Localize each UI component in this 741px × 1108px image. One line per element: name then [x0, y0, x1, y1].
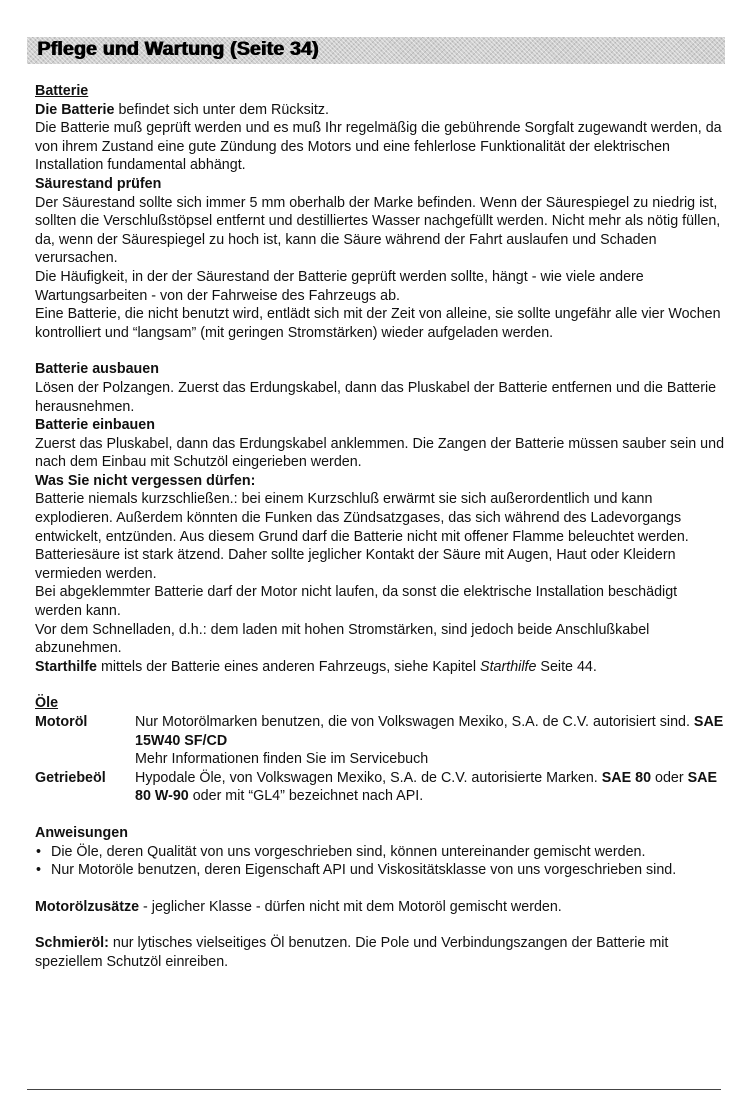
battery-intro-rest: befindet sich unter dem Rücksitz. [114, 101, 330, 118]
battery-intro-bold: Die Batterie [35, 101, 115, 118]
spacer [35, 342, 727, 360]
gear-oil-spec-1: SAE 80 [601, 769, 652, 786]
bottom-divider [27, 1089, 721, 1090]
acid-level-paragraph-1: Der Säurestand sollte sich immer 5 mm oberhalb der Marke befinden. Wenn der Säurespiegel zu niedrig ist, sollten die Verschlußstöpsel entfernt und destilliertes Wasser nachgefüllt werden. Nicht mehr als nötig füllen, da, wenn der Säurespiegel zu hoch ist, kann die Säure während der Fahrt auslaufen und Schaden verursachen. [35, 194, 721, 267]
list-item: • Die Öle, deren Qualität von uns vorgeschrieben sind, können untereinander gemischt werden. [35, 843, 727, 862]
motor-oil-line-1: Nur Motorölmarken benutzen, die von Volkswagen Mexiko, S.A. de C.V. autorisiert sind. [135, 714, 694, 730]
remember-paragraph-3: Bei abgeklemmter Batterie darf der Motor nicht laufen, da sonst die elektrische Installation beschädigt werden kann. [35, 584, 678, 620]
battery-remove-heading: Batterie ausbauen [35, 361, 159, 378]
jump-start-italic: Starthilfe [480, 658, 537, 675]
remember-paragraph-2: Batteriesäure ist stark ätzend. Daher sollte jeglicher Kontakt der Säure mit Augen, Haut oder Kleidern vermieden werden. [35, 547, 676, 582]
remember-paragraph-4: Vor dem Schnelladen, d.h.: dem laden mit hohen Stromstärken, sind jedoch beide Anschlußkabel abzunehmen. [35, 621, 650, 657]
acid-level-heading: Säurestand prüfen [35, 175, 162, 192]
additives-rest: - jeglicher Klasse - dürfen nicht mit dem Motoröl gemischt werden. [139, 898, 562, 915]
gear-oil-text [135, 769, 727, 806]
grease-bold: Schmieröl: [35, 935, 109, 952]
additives-line [35, 898, 727, 917]
remember-paragraph-1: Batterie niemals kurzschließen.: bei einem Kurzschluß erwärmt sie sich außerordentlich und kann explodieren. Außerdem könnten die Funken das Zündsatzgases, das sich während des Ladevorgangs entwickelt, entzünden. Aus diesem Grund darf die Batterie nicht mit offener Flamme beleuchtet werden. [35, 491, 689, 545]
gear-oil-row [35, 769, 727, 806]
gear-oil-spec-2: SAE 80 W-90 [135, 769, 717, 805]
list-item: • Nur Motoröle benutzen, deren Eigenschaft API und Viskositätsklasse von uns vorgeschrieben sind. [35, 861, 727, 880]
battery-remove-text: Lösen der Polzangen. Zuerst das Erdungskabel, dann das Pluskabel der Batterie entfernen und die Batterie herausnehmen. [35, 379, 717, 415]
battery-install-text: Zuerst das Pluskabel, dann das Erdungskabel anklemmen. Die Zangen der Batterie müssen sauber sein und nach dem Einbau mit Schutzöl eingerieben werden. [35, 435, 725, 471]
grease-line [35, 934, 727, 971]
spacer [35, 676, 727, 694]
motor-oil-label: Motoröl [35, 714, 88, 730]
instructions-list [35, 843, 727, 880]
additives-bold: Motorölzusätze [35, 898, 140, 915]
jump-start-bold: Starthilfe [35, 658, 97, 675]
grease-rest: nur lytisches vielseitiges Öl benutzen. Die Pole und Verbindungszangen der Batterie mit speziellem Schutzöl einreiben. [35, 935, 669, 970]
remember-heading: Was Sie nicht vergessen dürfen: [35, 472, 256, 489]
oils-heading: Öle [35, 695, 59, 712]
battery-heading: Batterie [35, 83, 89, 99]
acid-level-paragraph-2: Die Häufigkeit, in der der Säurestand der Batterie geprüft werden sollte, hängt - wie viele andere Wartungsarbeiten - von der Fahrweise des Fahrzeugs ab. [35, 268, 644, 304]
gear-oil-text-2: oder mit “GL4” bezeichnet nach API. [188, 788, 424, 805]
gear-oil-or: oder [651, 769, 688, 786]
jump-start-end: Seite 44. [536, 658, 597, 675]
battery-care-paragraph: Die Batterie muß geprüft werden und es muß Ihr regelmäßig die gebührende Sorgfalt zugewandt werden, da von ihrem Zustand eine gute Zündung des Motors und eine fehlerlose Funktionalität der elektrischen Installation fundamental abhängt. [35, 120, 722, 174]
motor-oil-spec: SAE 15W40 SF/CD [135, 714, 724, 749]
document-body [35, 82, 727, 972]
motor-oil-line-2: Mehr Informationen finden Sie im Servicebuch [135, 751, 429, 768]
page-title: Pflege und Wartung (Seite 34) [37, 38, 319, 60]
jump-start-line [35, 658, 727, 677]
battery-install-heading: Batterie einbauen [35, 417, 155, 434]
gear-oil-label: Getriebeöl [35, 769, 106, 786]
battery-intro [35, 101, 727, 120]
acid-level-paragraph-3: Eine Batterie, die nicht benutzt wird, entlädt sich mit der Zeit von alleine, sie sollte ungefähr alle vier Wochen kontrolliert und “langsam” (mit geringen Stromstärken) wieder aufgeladen werden. [35, 306, 721, 341]
section-banner [27, 37, 725, 64]
spacer [35, 880, 727, 898]
jump-start-mid: mittels der Batterie eines anderen Fahrzeugs, siehe Kapitel [96, 658, 481, 675]
spacer [35, 806, 727, 824]
instructions-heading: Anweisungen [35, 824, 128, 841]
motor-oil-row [35, 713, 727, 769]
motor-oil-text [135, 713, 727, 769]
gear-oil-text-1: Hypodale Öle, von Volkswagen Mexiko, S.A. de C.V. autorisierte Marken. [135, 769, 602, 786]
spacer [35, 916, 727, 934]
